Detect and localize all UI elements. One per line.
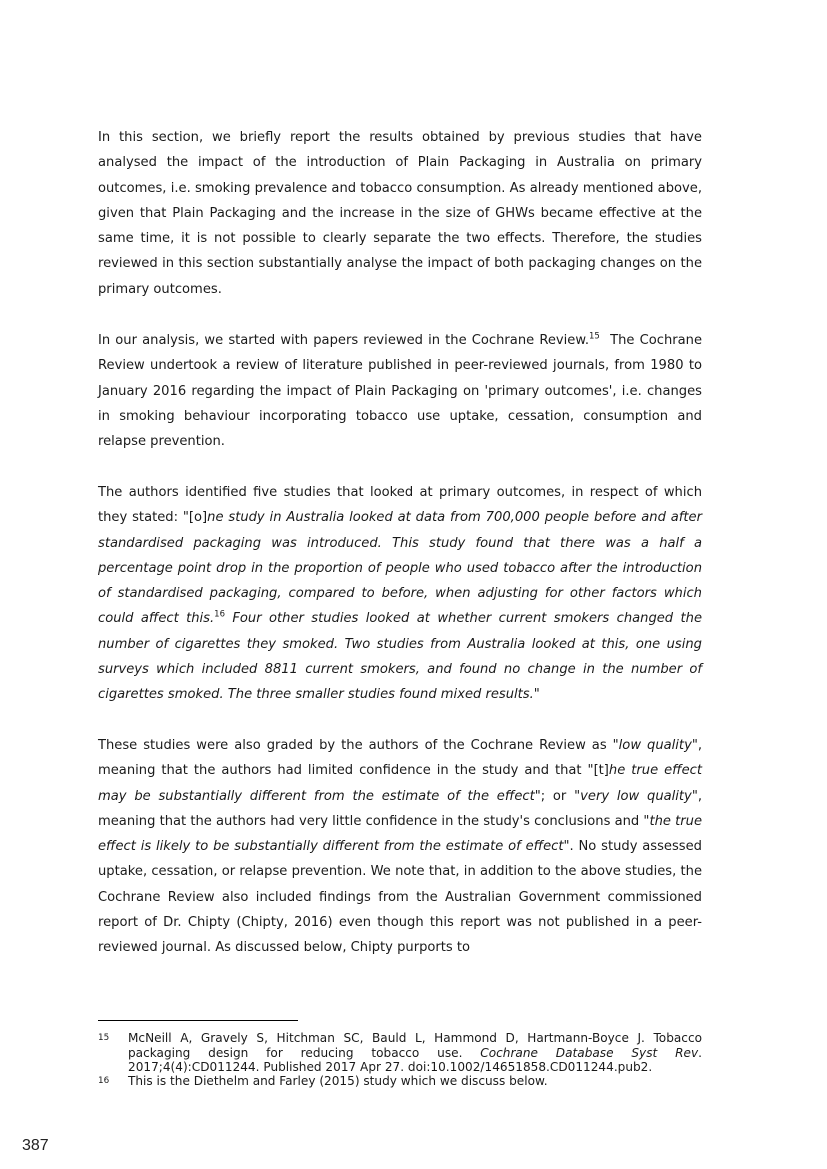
footnote-15-number: 15 (98, 1033, 110, 1043)
footnote-15-text (128, 1031, 702, 1075)
paragraph-2-text-a: In our analysis, we started with papers reviewed in the Cochrane Review. (98, 333, 589, 348)
paragraph-4-text-c: "; or " (534, 788, 581, 804)
paragraph-4-text-a: These studies were also graded by the authors of the Cochrane Review as " (98, 738, 619, 753)
paragraph-4-italic-1: low quality (618, 738, 692, 753)
paragraph-3-intro: The authors identified five studies that looked at primary outcomes, in respect of which they stated: "[o] (98, 485, 702, 526)
footnote-16-number: 16 (98, 1076, 110, 1086)
footnote-15-citation: McNeill A, Gravely S, Hitchman SC, Bauld L, Hammond D, Hartmann-Boyce J. Tobacco packaging design for reducing tobacco use. (128, 1031, 702, 1060)
paragraph-3 (98, 480, 702, 708)
paragraph-3-quote-1: ne study in Australia looked at data from 700,000 people before and after standardised packaging was introduced. This study found that there was a half a percentage point drop in the proportion of people who used tobacco after the introduction of standardised packaging, compared to before, when adjusting for other factors which could affect this. (98, 510, 702, 627)
paragraph-4-text-b: ", meaning that the authors had limited confidence in the study and that "[t] (98, 738, 703, 779)
footnote-divider (98, 1020, 298, 1021)
paragraph-4 (98, 733, 702, 961)
footnote-ref-15[interactable]: 15 (589, 331, 600, 342)
footnote-15-details: . 2017;4(4):CD011244. Published 2017 Apr 27. doi:10.1002/14651858.CD011244.pub2. (128, 1045, 702, 1074)
footnote-ref-16[interactable]: 16 (214, 610, 225, 621)
paragraph-1: In this section, we briefly report the results obtained by previous studies that have analysed the impact of the introduction of Plain Packaging in Australia on primary outcomes, i.e. smoking prevalence and tobacco consumption. As already mentioned above, given that Plain Packaging and the increase in the size of GHWs became effective at the same time, it is not possible to clearly separate the two effects. Therefore, the studies reviewed in this section substantially analyse the impact of both packaging changes on the primary outcomes. (98, 130, 702, 297)
footnote-15 (98, 1031, 702, 1075)
paragraph-4-italic-3: very low quality (580, 788, 692, 804)
paragraph-3-close-quote: " (533, 687, 540, 703)
paragraph-3-quote-2: Four other studies looked at whether current smokers changed the number of cigarettes they smoked. Two studies from Australia looked at this, one using surveys which included 8811 current smokers, and found no change in the number of cigarettes smoked. The three smaller studies found mixed results. (98, 611, 703, 703)
paragraph-4-italic-2: he true effect may be substantially different from the estimate of the effect (98, 763, 702, 804)
footnote-15-journal: Cochrane Database Syst Rev (480, 1045, 699, 1060)
paragraph-2 (98, 328, 702, 454)
footnote-16-text: This is the Diethelm and Farley (2015) study which we discuss below. (128, 1074, 548, 1088)
paragraph-4-text-d: ", meaning that the authors had very little confidence in the study's conclusions and " (98, 788, 702, 829)
paragraph-4-italic-4: the true effect is likely to be substantially different from the estimate of effect (98, 813, 703, 855)
paragraph-2-text-b: The Cochrane Review undertook a review of literature published in peer-reviewed journals, from 1980 to January 2016 regarding the impact of Plain Packaging on 'primary outcomes', i.e. changes in smoking behaviour incorporating tobacco use uptake, cessation, consumption and relapse prevention. (98, 333, 703, 450)
paragraph-4-text-e: ". No study assessed uptake, cessation, or relapse prevention. We note that, in addition to the above studies, the Cochrane Review also included findings from the Australian Government commissioned report of Dr. Chipty (Chipty, 2016) even though this report was not published in a peer-reviewed journal. As discussed below, Chipty purports to (98, 839, 702, 956)
footnote-16 (98, 1074, 702, 1089)
page-number: 387 (22, 1137, 49, 1154)
